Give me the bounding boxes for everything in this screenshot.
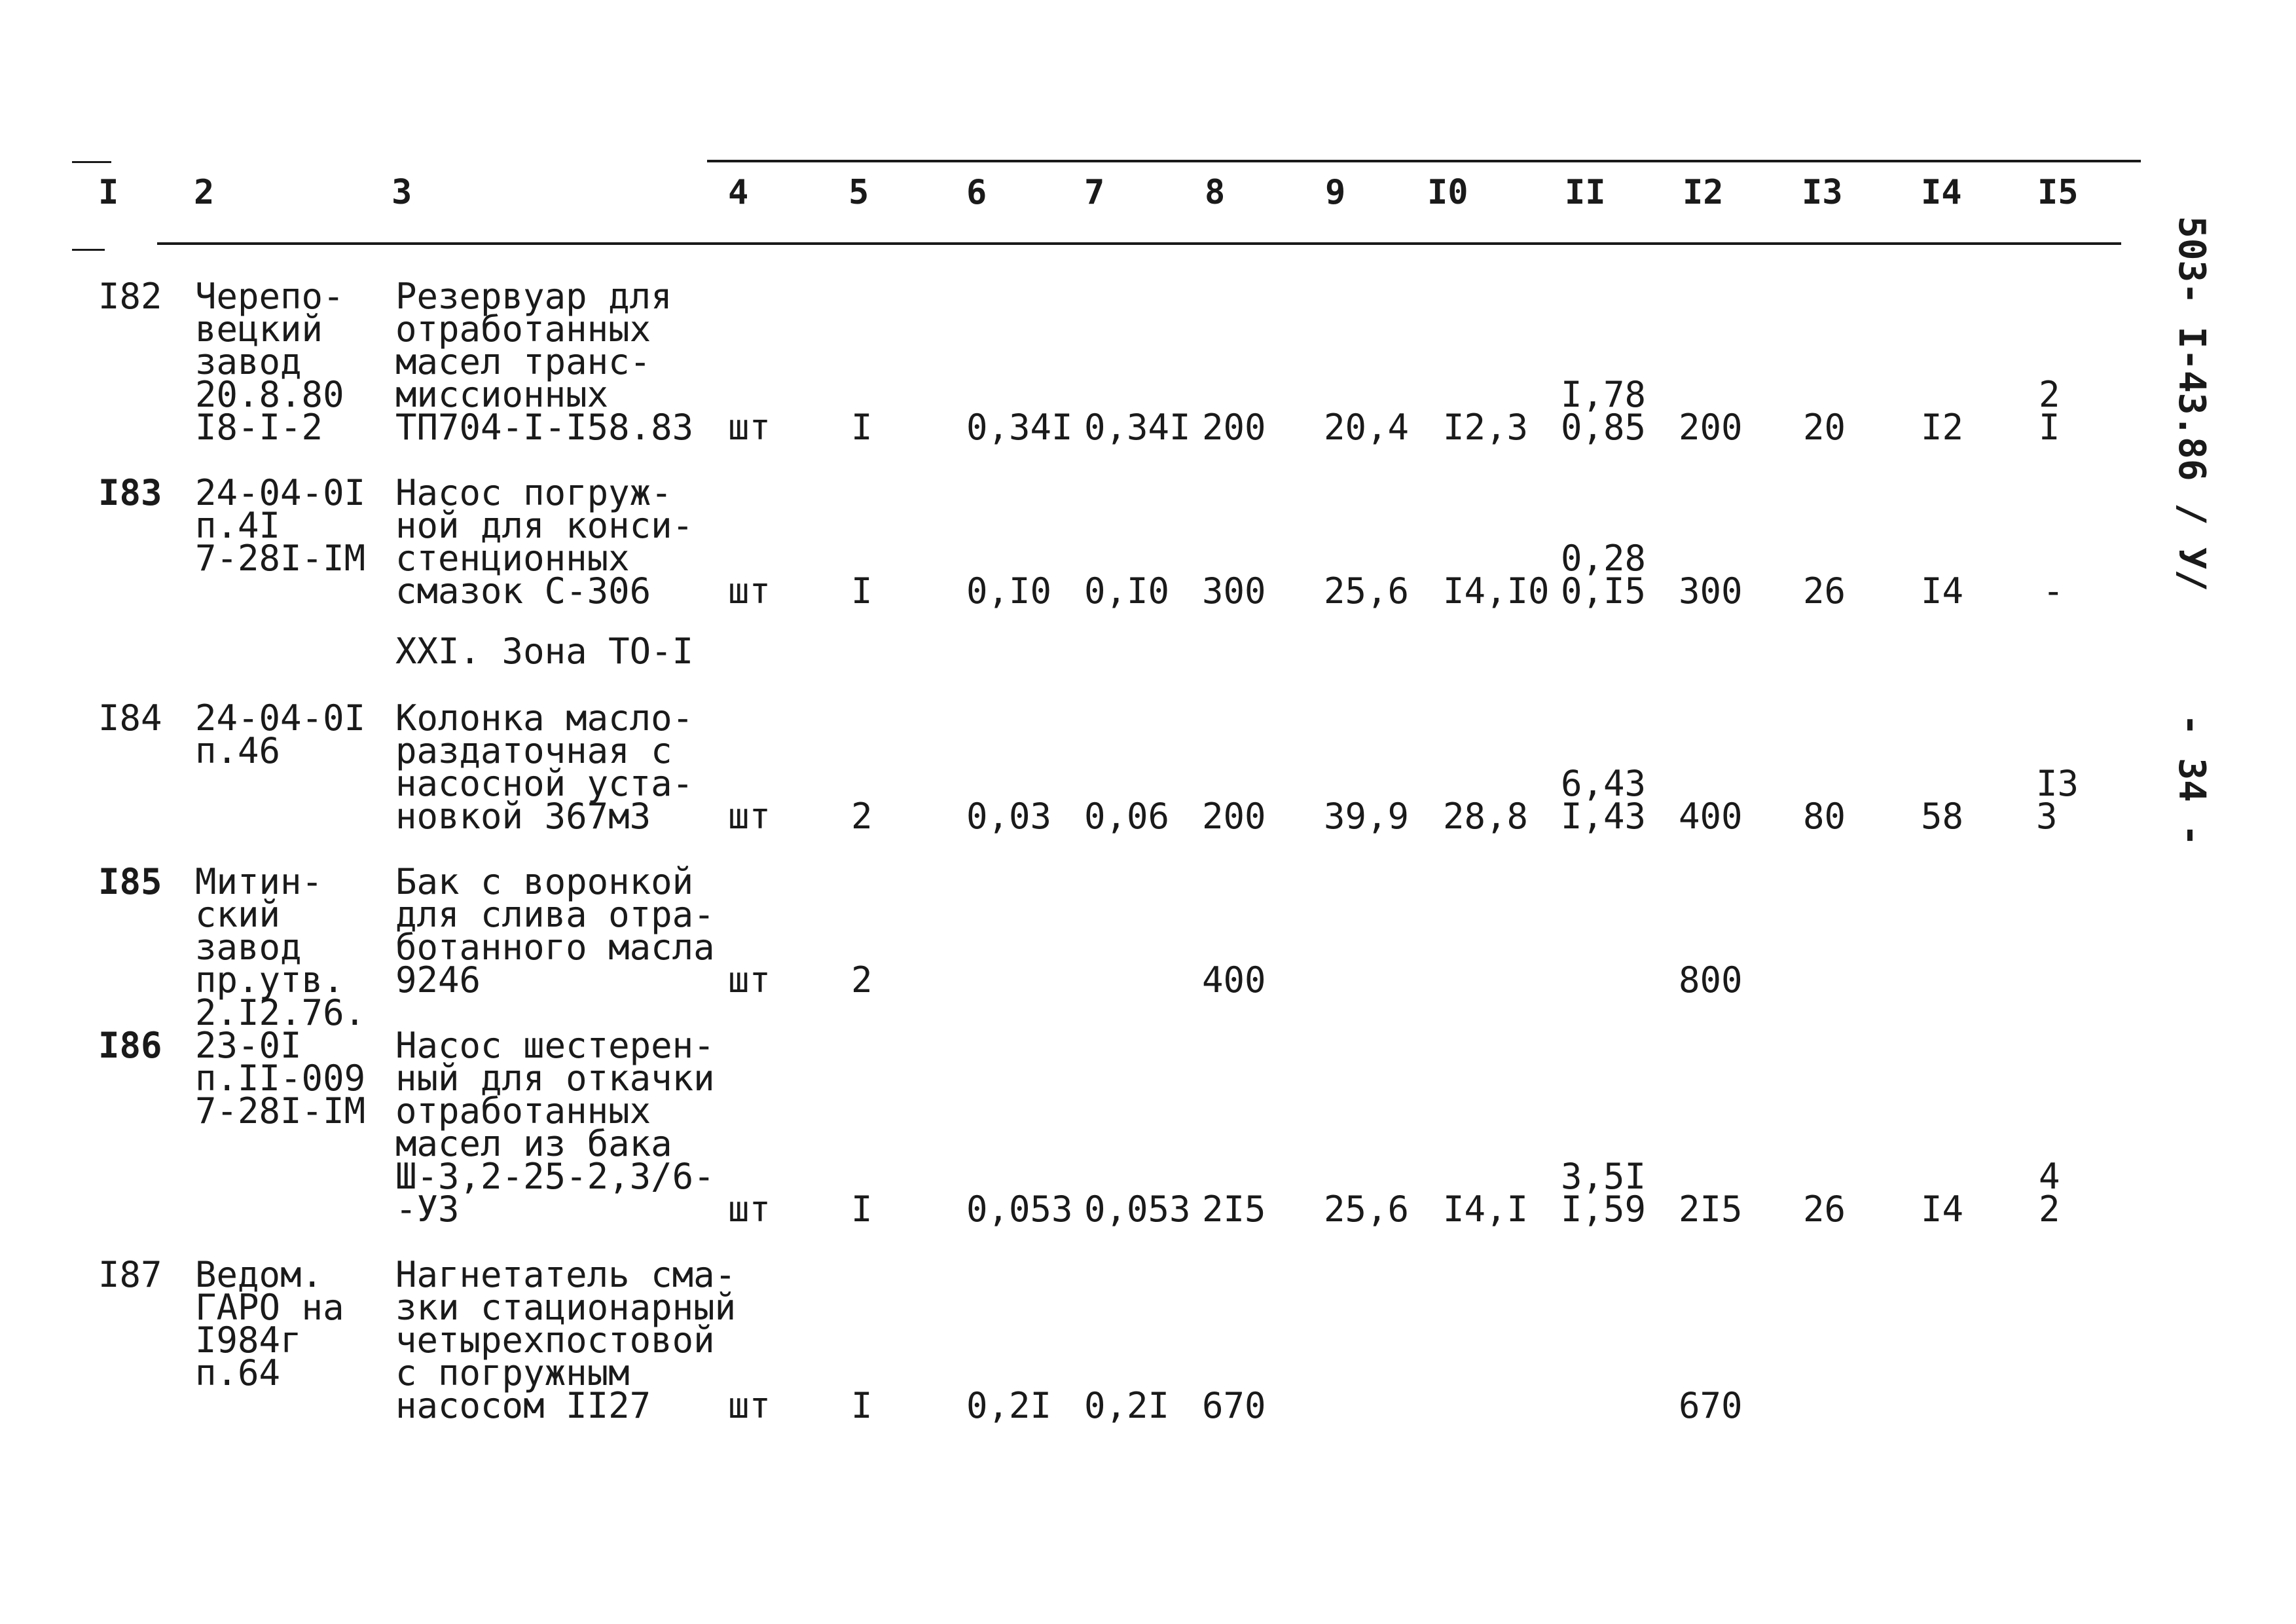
col-header-1: I: [98, 173, 119, 212]
row-number: I86: [98, 1025, 162, 1066]
row-qty: I: [851, 1385, 873, 1426]
row-col6: 0,053: [966, 1189, 1073, 1230]
row-col9: 20,4: [1324, 407, 1410, 448]
col-header-3: 3: [392, 173, 412, 212]
row-reference: Ведом. ГАРО на I984г п.64: [195, 1254, 344, 1393]
row-name: Нагнетатель сма- зки стационарный четырехпостовой с погружным насосом II27: [395, 1254, 737, 1426]
col-header-6: 6: [966, 173, 987, 212]
row-col7: 0,I0: [1084, 570, 1170, 612]
row-col13: 26: [1803, 1189, 1846, 1230]
row-col14: 58: [1921, 796, 1964, 837]
row-col8: 670: [1202, 1385, 1266, 1426]
section-heading: XXI. Зона ТО-I: [395, 631, 694, 672]
row-col7: 0,053: [1084, 1189, 1191, 1230]
row-col11: 6,43 I,43: [1561, 763, 1647, 837]
row-col8: 300: [1202, 570, 1266, 612]
row-col12: 300: [1679, 570, 1743, 612]
header-top-rule: [707, 160, 2141, 162]
row-col6: 0,34I: [966, 407, 1073, 448]
row-unit: шт: [728, 1385, 771, 1426]
row-col12: 800: [1679, 959, 1743, 1001]
row-qty: I: [851, 407, 873, 448]
row-col13: 80: [1803, 796, 1846, 837]
row-number: I82: [98, 276, 162, 317]
row-col13: 26: [1803, 570, 1846, 612]
row-col14: I4: [1921, 1189, 1964, 1230]
row-col7: 0,06: [1084, 796, 1170, 837]
col-header-4: 4: [728, 173, 749, 212]
row-col15: -: [2043, 570, 2064, 612]
row-number: I83: [98, 472, 162, 513]
row-col15: 4 2: [2039, 1156, 2060, 1230]
row-col10: 28,8: [1443, 796, 1529, 837]
row-col10: I4,I: [1443, 1189, 1529, 1230]
col-header-12: I2: [1683, 173, 1724, 212]
document-code-label: 503- I-43.86 / У/: [2170, 216, 2213, 592]
row-col11: 3,5I I,59: [1561, 1156, 1647, 1230]
col-header-14: I4: [1921, 173, 1962, 212]
row-col11: I,78 0,85: [1561, 374, 1647, 448]
col-header-9: 9: [1325, 173, 1346, 212]
row-name: Колонка масло- раздаточная с насосной уста- новкой 367м3: [395, 697, 694, 837]
header-bottom-rule: [157, 242, 2121, 245]
row-col7: 0,34I: [1084, 407, 1191, 448]
header-top-rule-left: [72, 161, 111, 163]
row-name: Резервуар для отработанных масел транс- миссионных ТП704-I-I58.83: [395, 276, 694, 448]
col-header-15: I5: [2037, 173, 2079, 212]
col-header-11: II: [1565, 173, 1606, 212]
row-col8: 2I5: [1202, 1189, 1266, 1230]
row-qty: I: [851, 1189, 873, 1230]
col-header-10: I0: [1427, 173, 1468, 212]
header-bottom-rule-left: [72, 249, 105, 251]
row-reference: 24-04-0I п.46: [195, 697, 366, 771]
row-col7: 0,2I: [1084, 1385, 1170, 1426]
row-number: I87: [98, 1254, 162, 1295]
row-col9: 39,9: [1324, 796, 1410, 837]
row-unit: шт: [728, 570, 771, 612]
row-col9: 25,6: [1324, 1189, 1410, 1230]
col-header-13: I3: [1802, 173, 1843, 212]
row-name: Бак с воронкой для слива отра- ботанного масла 9246: [395, 861, 715, 1001]
row-col12: 2I5: [1679, 1189, 1743, 1230]
row-reference: 24-04-0I п.4I 7-28I-IМ: [195, 472, 366, 579]
row-number: I85: [98, 861, 162, 902]
row-name: Насос погруж- ной для конси- стенционных смазок С-306: [395, 472, 694, 612]
col-header-5: 5: [848, 173, 869, 212]
row-col12: 400: [1679, 796, 1743, 837]
row-unit: шт: [728, 1189, 771, 1230]
row-number: I84: [98, 697, 162, 739]
row-col15: I3 3: [2036, 763, 2079, 837]
col-header-8: 8: [1205, 173, 1226, 212]
col-header-2: 2: [194, 173, 215, 212]
row-unit: шт: [728, 407, 771, 448]
row-col8: 200: [1202, 407, 1266, 448]
row-col6: 0,2I: [966, 1385, 1052, 1426]
row-col9: 25,6: [1324, 570, 1410, 612]
row-reference: Черепо- вецкий завод 20.8.80 I8-I-2: [195, 276, 344, 448]
row-col12: 670: [1679, 1385, 1743, 1426]
row-col8: 200: [1202, 796, 1266, 837]
row-col6: 0,03: [966, 796, 1052, 837]
row-qty: 2: [851, 796, 873, 837]
row-qty: 2: [851, 959, 873, 1001]
row-col8: 400: [1202, 959, 1266, 1001]
row-col11: 0,28 0,I5: [1561, 538, 1647, 612]
row-col15: 2 I: [2039, 374, 2060, 448]
row-unit: шт: [728, 796, 771, 837]
row-col14: I4: [1921, 570, 1964, 612]
row-unit: шт: [728, 959, 771, 1001]
row-qty: I: [851, 570, 873, 612]
col-header-7: 7: [1084, 173, 1105, 212]
row-col10: I2,3: [1443, 407, 1529, 448]
row-col13: 20: [1803, 407, 1846, 448]
row-reference: Митин- ский завод пр.утв. 2.I2.76.: [195, 861, 366, 1033]
row-col14: I2: [1921, 407, 1964, 448]
row-col10: I4,I0: [1443, 570, 1550, 612]
row-reference: 23-0I п.II-009 7-28I-IМ: [195, 1025, 366, 1132]
row-name: Насос шестерен- ный для откачки отработанных масел из бака Ш-3,2-25-2,3/6- -У3: [395, 1025, 715, 1230]
row-col6: 0,I0: [966, 570, 1052, 612]
page-number-label: - 34 -: [2170, 714, 2213, 847]
row-col12: 200: [1679, 407, 1743, 448]
